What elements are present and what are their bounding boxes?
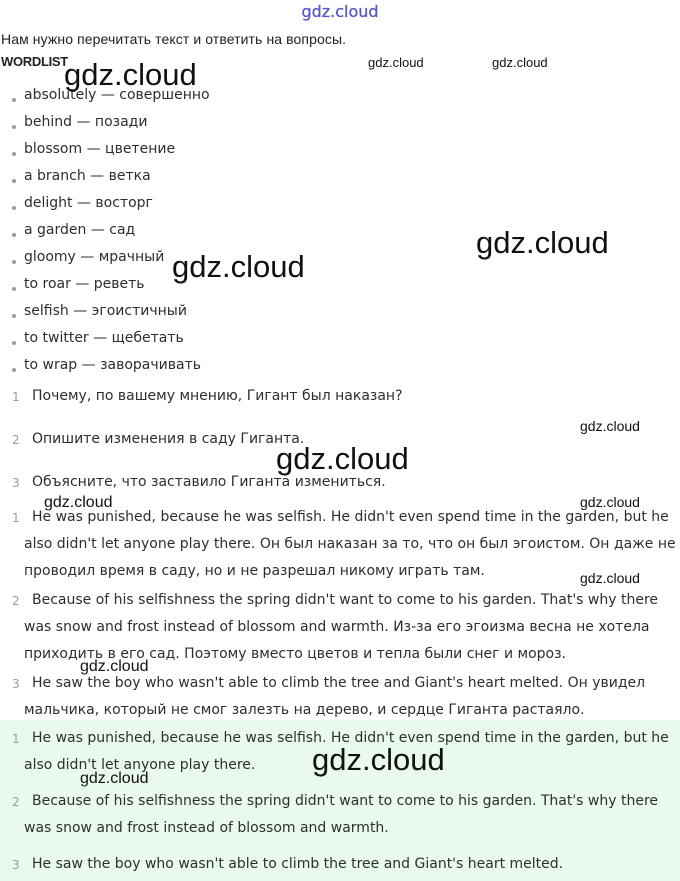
question-number: 1 bbox=[12, 390, 20, 404]
watermark: gdz.cloud bbox=[64, 57, 197, 92]
word-entry: to wrap — заворачивать bbox=[24, 357, 201, 373]
watermark: gdz.cloud bbox=[580, 418, 640, 434]
question-text: Почему, по вашему мнению, Гигант был наказан? bbox=[32, 388, 403, 404]
answer-text: He was punished, because he was selfish. He didn't even spend time in the garden, but he also didn't let anyone play there. Он был наказан за то, что он был эгоистом. Он даже не проводил время в саду, но и не разрешал никому играть там. bbox=[24, 509, 676, 579]
bullet-icon bbox=[12, 206, 16, 210]
bullet-icon bbox=[12, 314, 16, 318]
list-item bbox=[0, 195, 210, 222]
bullet-icon bbox=[12, 125, 16, 129]
answer-number: 2 bbox=[12, 594, 20, 608]
question-number: 3 bbox=[12, 476, 20, 490]
answer-text: He saw the boy who wasn't able to climb the tree and Giant's heart melted. bbox=[32, 856, 564, 872]
list-item bbox=[0, 114, 210, 141]
word-entry: a branch — ветка bbox=[24, 168, 151, 184]
list-item bbox=[0, 330, 210, 357]
question-text: Опишите изменения в саду Гиганта. bbox=[32, 431, 305, 447]
watermark: gdz.cloud bbox=[80, 770, 149, 787]
question-number: 2 bbox=[12, 433, 20, 447]
watermark: gdz.cloud bbox=[580, 494, 640, 510]
answer-paragraph bbox=[24, 788, 680, 842]
bullet-icon bbox=[12, 98, 16, 102]
top-watermark: gdz.cloud bbox=[301, 2, 379, 21]
answer-number: 3 bbox=[12, 858, 20, 872]
list-item bbox=[0, 141, 210, 168]
list-item bbox=[0, 222, 210, 249]
wordlist bbox=[0, 87, 210, 384]
bullet-icon bbox=[12, 368, 16, 372]
watermark: gdz.cloud bbox=[312, 742, 445, 777]
answer-text: Because of his selfishness the spring didn't want to come to his garden. That's why there was snow and frost instead of blossom and warmth. bbox=[24, 793, 659, 836]
answer-text: He was punished, because he was selfish. He didn't even spend time in the garden, but he also didn't let anyone play there. bbox=[24, 730, 669, 773]
answer-paragraph bbox=[24, 670, 680, 724]
answer-text: He saw the boy who wasn't able to climb the tree and Giant's heart melted. Он увидел мальчика, который не смог залезть на дерево, и сердце Гиганта растаяло. bbox=[24, 675, 646, 718]
answer-number: 1 bbox=[12, 511, 20, 525]
watermark: gdz.cloud bbox=[172, 249, 305, 284]
watermark: gdz.cloud bbox=[368, 55, 424, 70]
list-item bbox=[0, 357, 210, 384]
watermark: gdz.cloud bbox=[580, 570, 640, 586]
bullet-icon bbox=[12, 341, 16, 345]
bullet-icon bbox=[12, 152, 16, 156]
word-entry: to twitter — щебетать bbox=[24, 330, 184, 346]
word-entry: selfish — эгоистичный bbox=[24, 303, 187, 319]
answer-paragraph bbox=[24, 587, 680, 668]
list-item bbox=[0, 303, 210, 330]
intro-text: Нам нужно перечитать текст и ответить на вопросы. bbox=[1, 31, 347, 47]
list-item bbox=[0, 168, 210, 195]
word-entry: delight — восторг bbox=[24, 195, 153, 211]
watermark: gdz.cloud bbox=[44, 494, 113, 511]
bullet-icon bbox=[12, 260, 16, 264]
bullet-icon bbox=[12, 179, 16, 183]
question-text: Объясните, что заставило Гиганта измениться. bbox=[32, 474, 386, 490]
answer-number: 2 bbox=[12, 795, 20, 809]
watermark: gdz.cloud bbox=[492, 55, 548, 70]
word-entry: absolutely — совершенно bbox=[24, 87, 210, 103]
answer-number: 3 bbox=[12, 677, 20, 691]
watermark: gdz.cloud bbox=[276, 441, 409, 476]
answer-number: 1 bbox=[12, 732, 20, 746]
watermark: gdz.cloud bbox=[476, 225, 609, 260]
word-entry: a garden — сад bbox=[24, 222, 136, 238]
answer-paragraph bbox=[24, 851, 680, 878]
word-entry: gloomy — мрачный bbox=[24, 249, 165, 265]
bullet-icon bbox=[12, 287, 16, 291]
watermark: gdz.cloud bbox=[80, 658, 149, 675]
wordlist-heading: WORDLIST bbox=[1, 54, 68, 69]
word-entry: blossom — цветение bbox=[24, 141, 176, 157]
bullet-icon bbox=[12, 233, 16, 237]
answer-text: Because of his selfishness the spring didn't want to come to his garden. That's why there was snow and frost instead of blossom and warmth. Из-за его эгоизма весна не хотела приходить в его сад. Поэтому вместо цветов и тепла были снег и мороз. bbox=[24, 592, 659, 662]
word-entry: behind — позади bbox=[24, 114, 148, 130]
word-entry: to roar — реветь bbox=[24, 276, 145, 292]
